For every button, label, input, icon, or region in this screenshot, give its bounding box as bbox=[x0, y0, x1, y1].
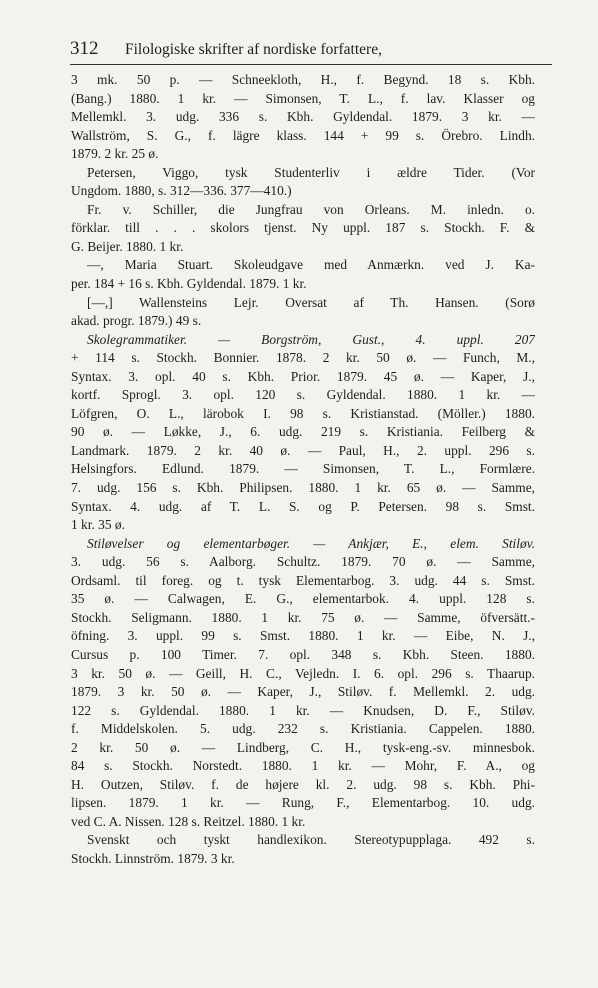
text-line: Syntax. 4. udg. af T. L. S. og P. Petersen. 98 s. Smst. bbox=[71, 498, 535, 514]
entry-line: Petersen, Viggo, tysk Studenterliv i ældre Tider. (Vor bbox=[87, 164, 535, 180]
text-line: + 114 s. Stockh. Bonnier. 1878. 2 kr. 50 ø. — Funch, M., bbox=[71, 350, 535, 366]
text-line: 1879. 3 kr. 50 ø. — Kaper, J., Stiløv. f. Mellemkl. 2. udg. bbox=[71, 684, 535, 700]
text-line: Ungdom. 1880, s. 312—336. 377—410.) bbox=[71, 183, 292, 199]
text-line: f. Middelskolen. 5. udg. 232 s. Kristiania. Cappelen. 1880. bbox=[71, 721, 535, 737]
text-line: 90 ø. — Løkke, J., 6. udg. 219 s. Kristiania. Feilberg & bbox=[71, 424, 535, 440]
page-header bbox=[70, 38, 552, 65]
text-line: kortf. Sprogl. 3. opl. 120 s. Gyldendal. 1880. 1 kr. — bbox=[71, 387, 535, 403]
text-line: Syntax. 3. opl. 40 s. Kbh. Prior. 1879. 45 ø. — Kaper, J., bbox=[71, 368, 535, 384]
text-line: Helsingfors. Edlund. 1879. — Simonsen, T. L., Formlære. bbox=[71, 461, 535, 477]
text-line: Stockh. Seligmann. 1880. 1 kr. 75 ø. — Samme, öfversätt.- bbox=[71, 609, 535, 625]
section-heading-line: Stiløvelser og elementarbøger. — Ankjær, E., elem. Stiløv. bbox=[87, 535, 535, 551]
text-line: H. Outzen, Stiløv. f. de højere kl. 2. udg. 98 s. Kbh. Phi- bbox=[71, 776, 535, 792]
text-line: 122 s. Gyldendal. 1880. 1 kr. — Knudsen, D. F., Stiløv. bbox=[71, 702, 535, 718]
text-line: G. Beijer. 1880. 1 kr. bbox=[71, 238, 184, 254]
page-number: 312 bbox=[70, 38, 99, 59]
text-line: 3. udg. 56 s. Aalborg. Schultz. 1879. 70 ø. — Samme, bbox=[71, 554, 535, 570]
text-line: Landmark. 1879. 2 kr. 40 ø. — Paul, H., 2. uppl. 296 s. bbox=[71, 442, 535, 458]
text-line: Stockh. Linnström. 1879. 3 kr. bbox=[71, 850, 235, 866]
text-line: 84 s. Stockh. Norstedt. 1880. 1 kr. — Mohr, F. A., og bbox=[71, 758, 535, 774]
text-line: lipsen. 1879. 1 kr. — Rung, F., Elementarbog. 10. udg. bbox=[71, 795, 535, 811]
text-line: 35 ø. — Calwagen, E. G., elementarbok. 4. uppl. 128 s. bbox=[71, 591, 535, 607]
text-line: 1 kr. 35 ø. bbox=[71, 517, 125, 533]
entry-line: Fr. v. Schiller, die Jungfrau von Orleans. M. inledn. o. bbox=[87, 201, 535, 217]
text-line: 3 kr. 50 ø. — Geill, H. C., Vejledn. I. 6. opl. 296 s. Thaarup. bbox=[71, 665, 535, 681]
text-line: 1879. 2 kr. 25 ø. bbox=[71, 146, 159, 162]
entry-line: Svenskt och tyskt handlexikon. Stereotypupplaga. 492 s. bbox=[87, 832, 535, 848]
text-line: Wallström, S. G., f. lägre klass. 144 + 99 s. Örebro. Lindh. bbox=[71, 127, 535, 143]
text-line: 2 kr. 50 ø. — Lindberg, C. H., tysk-eng.-sv. minnesbok. bbox=[71, 739, 535, 755]
text-line: akad. progr. 1879.) 49 s. bbox=[71, 313, 202, 329]
text-line: Mellemkl. 3. udg. 336 s. Kbh. Gyldendal. 1879. 3 kr. — bbox=[71, 109, 535, 125]
text-line: ved C. A. Nissen. 128 s. Reitzel. 1880. 1 kr. bbox=[71, 813, 306, 829]
entry-line: —, Maria Stuart. Skoleudgave med Anmærkn. ved J. Ka- bbox=[87, 257, 535, 273]
bibliography-text bbox=[71, 71, 535, 869]
running-title: Filologiske skrifter af nordiske forfattere, bbox=[125, 41, 382, 58]
text-line: 3 mk. 50 p. — Schneekloth, H., f. Begynd. 18 s. Kbh. bbox=[71, 72, 535, 87]
text-line: per. 184 + 16 s. Kbh. Gyldendal. 1879. 1 kr. bbox=[71, 276, 307, 292]
text-line: 7. udg. 156 s. Kbh. Philipsen. 1880. 1 kr. 65 ø. — Samme, bbox=[71, 480, 535, 496]
text-line: förklar. till . . . skolors tjenst. Ny uppl. 187 s. Stockh. F. & bbox=[71, 220, 535, 236]
entry-line: [—,] Wallensteins Lejr. Oversat af Th. Hansen. (Sorø bbox=[87, 294, 535, 310]
text-line: Cursus p. 100 Timer. 7. opl. 348 s. Kbh. Steen. 1880. bbox=[71, 646, 535, 662]
section-heading-line: Skolegrammatiker. — Borgström, Gust., 4. uppl. 207 bbox=[87, 331, 535, 347]
text-line: öfning. 3. uppl. 99 s. Smst. 1880. 1 kr. — Eibe, N. J., bbox=[71, 628, 535, 644]
text-line: Ordsaml. til foreg. og t. tysk Elementarbog. 3. udg. 44 s. Smst. bbox=[71, 572, 535, 588]
text-line: Löfgren, O. L., lärobok I. 98 s. Kristianstad. (Möller.) 1880. bbox=[71, 405, 535, 421]
text-line: (Bang.) 1880. 1 kr. — Simonsen, T. L., f. lav. Klasser og bbox=[71, 90, 535, 106]
